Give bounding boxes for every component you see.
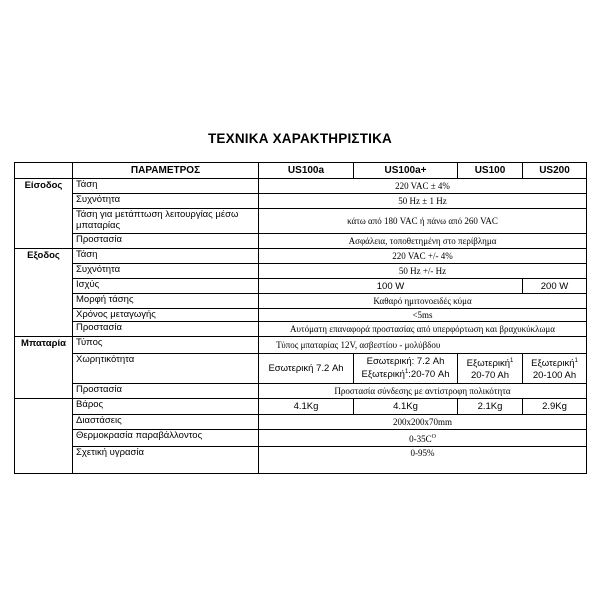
row-label: Τάση για μετάπτωση λειτουργίας μέσω μπαταρίας xyxy=(73,209,259,234)
row-label: Προστασία xyxy=(73,322,259,337)
table-row xyxy=(15,430,587,447)
capacity-us100a xyxy=(259,354,354,384)
group-label-battery: Μπαταρία xyxy=(15,337,73,354)
group-spacer xyxy=(15,194,73,209)
header-model-us100: US100 xyxy=(458,163,523,179)
capacity-external-value: 20-70 Ah xyxy=(470,369,510,381)
group-spacer xyxy=(15,264,73,279)
capacity-internal-line: Εσωτερική: 7.2 Ah xyxy=(366,356,445,368)
capacity-external-label: Εξωτερική xyxy=(466,358,511,370)
row-label: Προστασία xyxy=(73,384,259,399)
weight-us100: 2.1Kg xyxy=(458,399,523,415)
table-row xyxy=(15,415,587,430)
row-value: 220 VAC +/- 4% xyxy=(259,249,587,264)
row-label: Χωρητικότητα xyxy=(73,354,259,384)
row-label: Μορφή τάσης xyxy=(73,294,259,309)
group-spacer xyxy=(15,279,73,294)
header-empty-cell xyxy=(15,163,73,179)
row-value: 220 VAC ± 4% xyxy=(259,179,587,194)
capacity-us200 xyxy=(523,354,587,384)
group-spacer xyxy=(15,309,73,322)
footnote-mark: 1 xyxy=(404,369,409,376)
group-spacer xyxy=(15,399,73,415)
capacity-external-line xyxy=(357,367,454,380)
table-row xyxy=(15,399,587,415)
row-label: Συχνότητα xyxy=(73,264,259,279)
table-row xyxy=(15,337,587,354)
row-label: Συχνότητα xyxy=(73,194,259,209)
degree-mark: O xyxy=(431,433,436,440)
table-row xyxy=(15,384,587,399)
capacity-external-line xyxy=(461,356,519,369)
weight-us100a-plus: 4.1Kg xyxy=(354,399,458,415)
row-label: Τύπος xyxy=(73,337,259,354)
table-row xyxy=(15,179,587,194)
table-row xyxy=(15,447,587,474)
weight-us100a: 4.1Kg xyxy=(259,399,354,415)
temp-value: 0-35C xyxy=(409,433,432,444)
row-value-empty xyxy=(458,337,587,354)
row-value-us200: 200 W xyxy=(523,279,587,294)
header-model-us200: US200 xyxy=(523,163,587,179)
row-value: Καθαρό ημιτονοειδές κύμα xyxy=(259,294,587,309)
row-value: Αυτόματη επαναφορά προστασίας από υπερφόρτωση και βραχυκύκλωμα xyxy=(259,322,587,337)
table-row xyxy=(15,309,587,322)
row-value: Προστασία σύνδεσης με αντίστροφη πολικότητα xyxy=(259,384,587,399)
group-spacer xyxy=(15,447,73,474)
capacity-us100 xyxy=(458,354,523,384)
capacity-external-label: Εξωτερική xyxy=(531,358,575,370)
group-spacer xyxy=(15,234,73,249)
table-header-row xyxy=(15,163,587,179)
capacity-external-line xyxy=(526,356,583,369)
row-value: Ασφάλεια, τοποθετημένη στο περίβλημα xyxy=(259,234,587,249)
row-value-us100-series: 100 W xyxy=(259,279,523,294)
table-row xyxy=(15,194,587,209)
table-row xyxy=(15,234,587,249)
header-model-us100a: US100a xyxy=(259,163,354,179)
capacity-us100a-plus xyxy=(354,354,458,384)
header-model-us100a-plus: US100a+ xyxy=(354,163,458,179)
group-spacer xyxy=(15,430,73,447)
row-label: Βάρος xyxy=(73,399,259,415)
weight-us200: 2.9Kg xyxy=(523,399,587,415)
capacity-external-value: 20-100 Ah xyxy=(532,369,577,381)
table-row xyxy=(15,249,587,264)
group-spacer xyxy=(15,384,73,399)
row-label: Διαστάσεις xyxy=(73,415,259,430)
header-param: ΠΑΡΑΜΕΤΡΟΣ xyxy=(73,163,259,179)
group-spacer xyxy=(15,322,73,337)
group-spacer xyxy=(15,354,73,384)
row-value: 200x200x70mm xyxy=(259,415,587,430)
capacity-external-value: :20-70 Ah xyxy=(408,369,450,381)
row-value: κάτω από 180 VAC ή πάνω από 260 VAC xyxy=(259,209,587,234)
row-label: Τάση xyxy=(73,249,259,264)
group-spacer xyxy=(15,415,73,430)
row-label: Σχετική υγρασία xyxy=(73,447,259,474)
page-title: ΤΕΧΝΙΚΑ ΧΑΡΑΚΤΗΡΙΣΤΙΚΑ xyxy=(207,131,392,146)
table-row xyxy=(15,264,587,279)
row-value: Τύπος μπαταρίας 12V, ασβεστίου - μολύβδου xyxy=(259,337,458,354)
row-value xyxy=(259,430,587,447)
capacity-external-label: Εξωτερική xyxy=(361,369,405,381)
group-spacer xyxy=(15,294,73,309)
group-spacer xyxy=(15,209,73,234)
row-label: Χρόνος μεταγωγής xyxy=(73,309,259,322)
table-row xyxy=(15,279,587,294)
row-value: <5ms xyxy=(259,309,587,322)
group-label-output: Εξοδος xyxy=(15,249,73,264)
table-row xyxy=(15,294,587,309)
capacity-us100a-text: Εσωτερική 7.2 Ah xyxy=(268,363,344,374)
table-row xyxy=(15,209,587,234)
table-row xyxy=(15,354,587,384)
footnote-mark: 1 xyxy=(510,358,514,365)
table-row xyxy=(15,322,587,337)
row-label: Προστασία xyxy=(73,234,259,249)
row-value: 50 Hz +/- Hz xyxy=(259,264,587,279)
row-value: 50 Hz ± 1 Hz xyxy=(259,194,587,209)
row-value: 0-95% xyxy=(259,447,587,474)
footnote-mark: 1 xyxy=(574,358,578,365)
row-label: Θερμοκρασία παραβάλλοντος xyxy=(73,430,259,447)
row-label: Τάση xyxy=(73,179,259,194)
specs-table xyxy=(14,162,587,474)
group-label-input: Είσοδος xyxy=(15,179,73,194)
row-label: Ισχύς xyxy=(73,279,259,294)
